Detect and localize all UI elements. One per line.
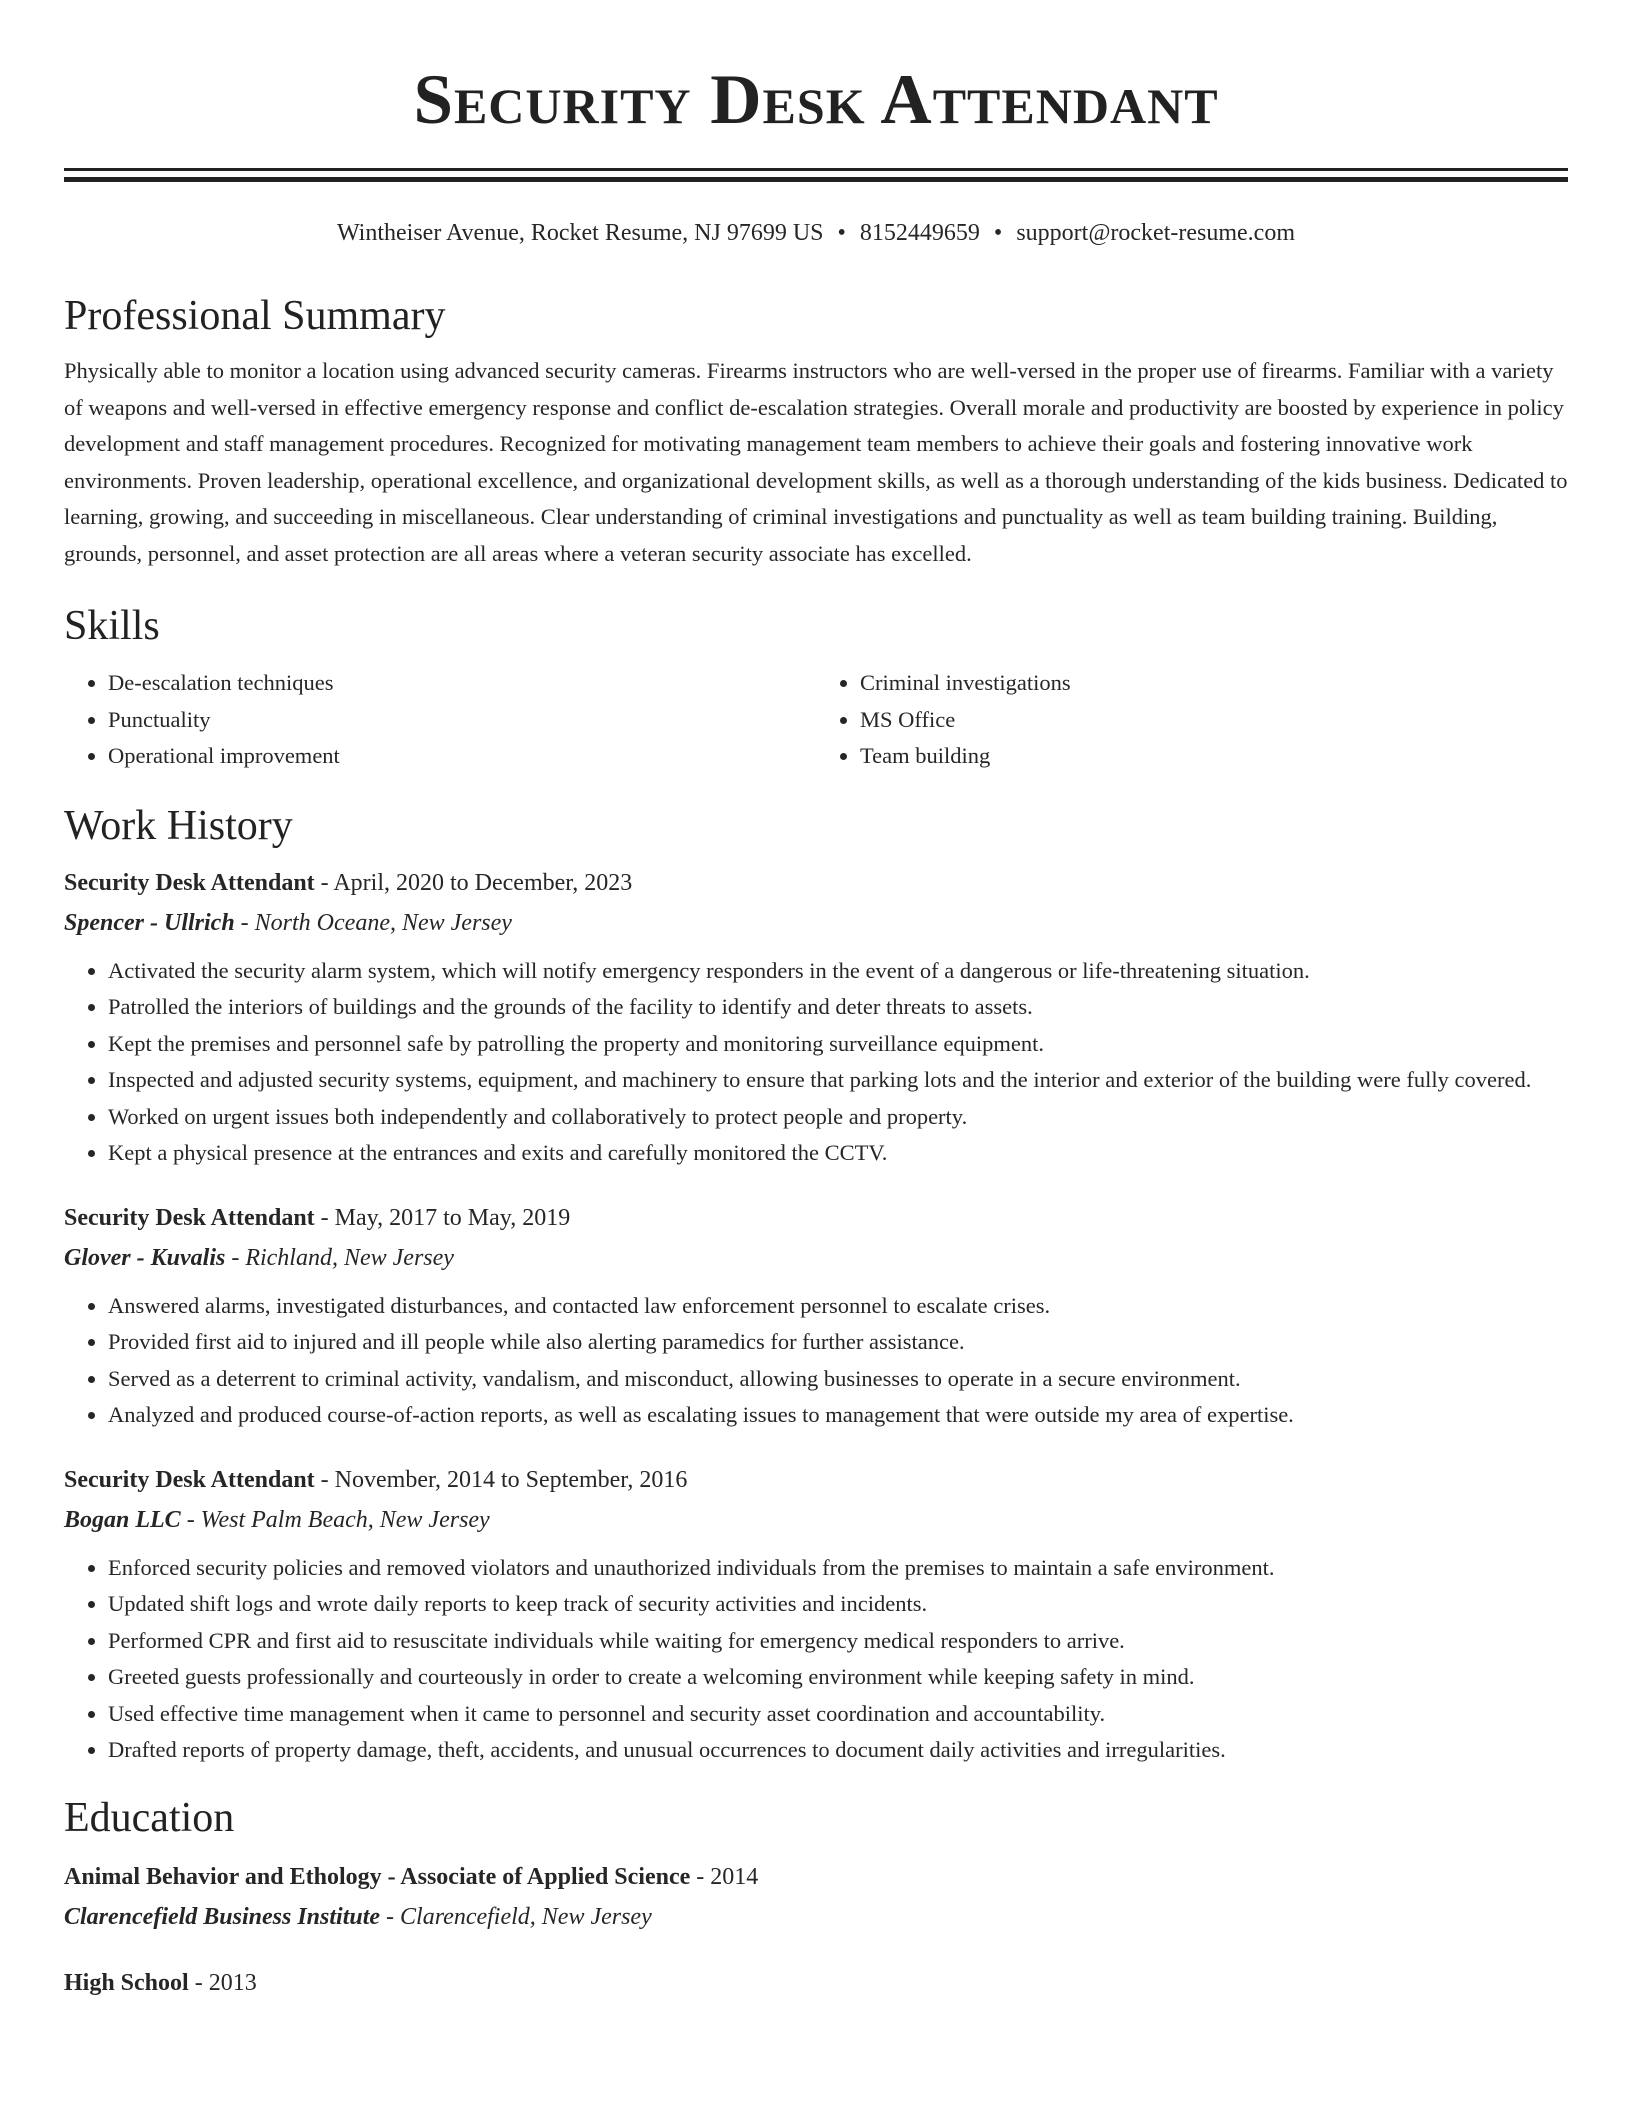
header-rule-thick [64,177,1568,182]
skill-item: • MS Office [860,702,1568,739]
skills-column-left [64,665,816,775]
job-title-line [64,1460,1568,1500]
education-degree: High School [64,1969,189,1996]
job-bullet: • Performed CPR and first aid to resuscitate individuals while waiting for emergency medical responders to arrive. [108,1623,1568,1660]
job-entry [64,863,1568,1172]
job-bullets [64,1288,1568,1434]
job-bullet: • Kept a physical presence at the entrances and exits and carefully monitored the CCTV. [108,1135,1568,1172]
job-title: Security Desk Attendant [64,869,315,896]
job-bullet: • Answered alarms, investigated disturbances, and contacted law enforcement personnel to escalate crises. [108,1288,1568,1325]
education-school: Clarencefield Business Institute [64,1903,381,1930]
job-entry [64,1198,1568,1434]
contact-email: support@rocket-resume.com [1016,220,1295,246]
job-company-line [64,903,1568,943]
job-company: Glover - Kuvalis [64,1244,226,1271]
education-location: - Clarencefield, New Jersey [380,1903,652,1930]
job-location: - Richland, New Jersey [225,1244,454,1271]
job-company: Bogan LLC [64,1506,181,1533]
job-bullet: • Analyzed and produced course-of-action reports, as well as escalating issues to management that were outside my area of expertise. [108,1397,1568,1434]
skills-column-right [816,665,1568,775]
header-rule-thin [64,168,1568,171]
job-title: Security Desk Attendant [64,1204,315,1231]
skill-item: • Punctuality [108,702,816,739]
skill-item: • Operational improvement [108,738,816,775]
contact-separator: • [837,220,846,246]
education-entry [64,1857,1568,1937]
job-entry [64,1460,1568,1769]
contact-phone: 8152449659 [859,220,980,246]
contact-line [64,218,1568,248]
section-heading-education: Education [64,1794,235,1841]
job-company-line [64,1500,1568,1540]
summary-text: Physically able to monitor a location using advanced security cameras. Firearms instructors who are well-versed in the proper use of firearms. Familiar with a variety of weapons and well-versed in effective emergency response and conflict de-escalation strategies. Overall morale and productivity are boosted by experience in policy development and staff management procedures. Recognized for motivating management team members to achieve their goals and fostering innovative work environments. Proven leadership, operational excellence, and organizational development skills, as well as a thorough understanding of the kids business. Dedicated to learning, growing, and succeeding in miscellaneous. Clear understanding of criminal investigations and punctuality as well as team building training. Building, grounds, personnel, and asset protection are all areas where a veteran security associate has excelled. [64,358,1568,566]
job-title-line [64,863,1568,903]
education-degree: Animal Behavior and Ethology - Associate of Applied Science [64,1863,691,1890]
job-bullets [64,953,1568,1172]
education-year: - 2013 [188,1969,257,1996]
job-location: - North Oceane, New Jersey [234,909,512,936]
job-location: - West Palm Beach, New Jersey [180,1506,490,1533]
resume-name: Security Desk Attendant [413,61,1219,139]
job-dates: - May, 2017 to May, 2019 [314,1204,571,1231]
job-company-line [64,1238,1568,1278]
job-bullet: • Provided first aid to injured and ill people while also alerting paramedics for further assistance. [108,1324,1568,1361]
job-company: Spencer - Ullrich [64,909,235,936]
job-dates: - April, 2020 to December, 2023 [314,869,633,896]
education-entry [64,1963,1568,2003]
education-degree-line [64,1963,1568,2003]
skill-item: • Team building [860,738,1568,775]
job-bullet: • Worked on urgent issues both independently and collaboratively to protect people and property. [108,1099,1568,1136]
job-bullet: • Drafted reports of property damage, theft, accidents, and unusual occurrences to document daily activities and irregularities. [108,1732,1568,1769]
job-bullet: • Served as a deterrent to criminal activity, vandalism, and misconduct, allowing businesses to operate in a secure environment. [108,1361,1568,1398]
job-title-line [64,1198,1568,1238]
skills-list [64,665,1568,775]
job-bullet: • Activated the security alarm system, which will notify emergency responders in the event of a dangerous or life-threatening situation. [108,953,1568,990]
skill-item: • De-escalation techniques [108,665,816,702]
section-heading-skills: Skills [64,603,160,649]
job-bullet: • Inspected and adjusted security systems, equipment, and machinery to ensure that parking lots and the interior and exterior of the building were fully covered. [108,1062,1568,1099]
contact-address: Wintheiser Avenue, Rocket Resume, NJ 97699 US [336,220,824,246]
job-title: Security Desk Attendant [64,1466,315,1493]
section-heading-summary: Professional Summary [64,293,446,339]
job-bullet: • Greeted guests professionally and courteously in order to create a welcoming environment while keeping safety in mind. [108,1659,1568,1696]
job-bullet: • Updated shift logs and wrote daily reports to keep track of security activities and incidents. [108,1586,1568,1623]
skill-item: • Criminal investigations [860,665,1568,702]
education-school-line [64,1897,1568,1937]
job-bullet: • Used effective time management when it came to personnel and security asset coordination and accountability. [108,1696,1568,1733]
education-year: - 2014 [690,1863,759,1890]
contact-separator: • [993,220,1003,246]
education-degree-line [64,1857,1568,1897]
job-bullet: • Patrolled the interiors of buildings and the grounds of the facility to identify and deter threats to assets. [108,989,1568,1026]
section-heading-work: Work History [64,802,293,849]
job-dates: - November, 2014 to September, 2016 [314,1466,688,1493]
job-bullet: • Enforced security policies and removed violators and unauthorized individuals from the premises to maintain a safe environment. [108,1550,1568,1587]
job-bullets [64,1550,1568,1769]
job-bullet: • Kept the premises and personnel safe by patrolling the property and monitoring surveillance equipment. [108,1026,1568,1063]
